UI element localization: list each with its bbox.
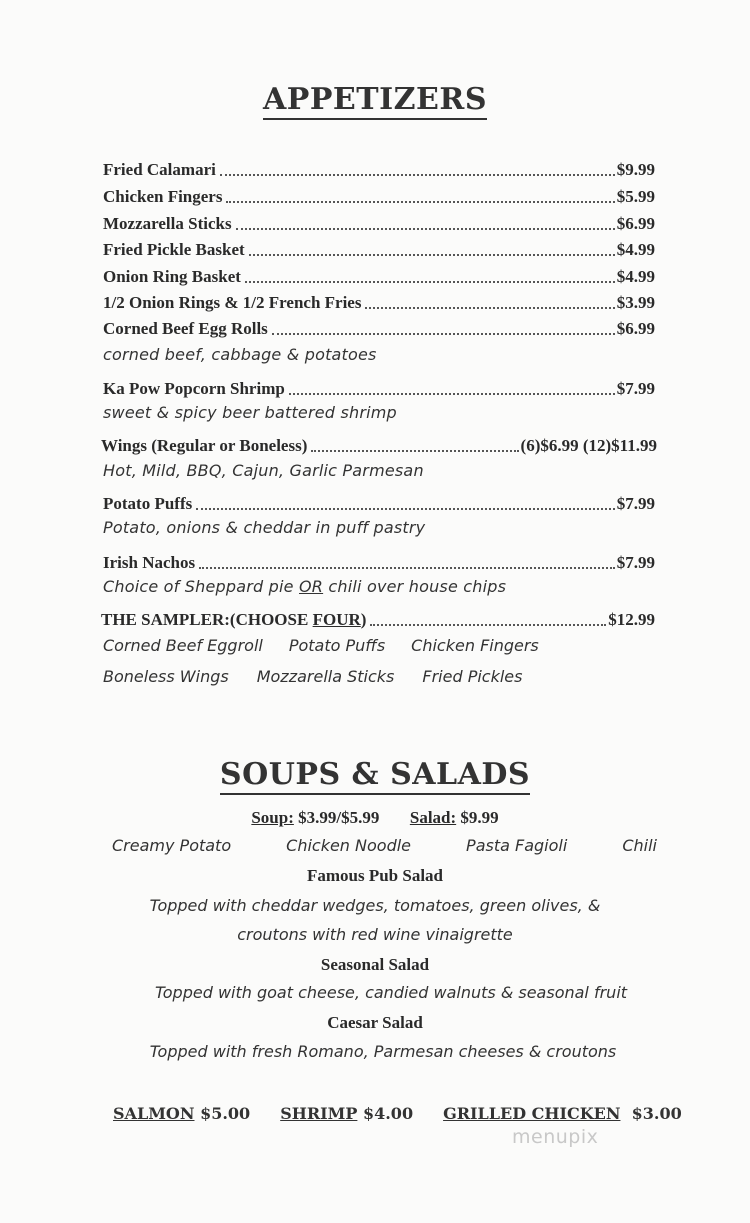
menu-item-row bbox=[103, 236, 655, 260]
sampler-choice: Chicken Fingers bbox=[411, 636, 539, 655]
sampler-choice: Fried Pickles bbox=[422, 667, 523, 686]
item-price: $3.99 bbox=[616, 293, 655, 312]
item-name: Chicken Fingers bbox=[103, 187, 223, 206]
sampler-name-text: ) bbox=[360, 610, 367, 629]
soup-salad-prices bbox=[0, 808, 750, 828]
sampler-row bbox=[101, 606, 655, 630]
item-name: 1/2 Onion Rings & 1/2 French Fries bbox=[103, 293, 362, 312]
salad-addons bbox=[113, 1104, 682, 1123]
menu-item-row bbox=[103, 263, 655, 287]
dot-leader bbox=[249, 253, 615, 256]
sampler-choice: Potato Puffs bbox=[288, 636, 386, 655]
salad-description: Topped with cheddar wedges, tomatoes, green olives, & bbox=[149, 896, 601, 915]
menu-item-row bbox=[103, 210, 655, 234]
soups-salads-heading bbox=[0, 757, 750, 792]
menu-item-row bbox=[103, 289, 655, 313]
dot-leader bbox=[196, 507, 615, 510]
item-price: $7.99 bbox=[616, 379, 655, 398]
menu-item-row bbox=[103, 375, 655, 399]
addon-price: $3.00 bbox=[631, 1104, 682, 1123]
sampler-choices-row bbox=[103, 636, 539, 655]
salad-name: Seasonal Salad bbox=[320, 955, 430, 974]
addon-salmon bbox=[113, 1104, 250, 1123]
soups-salads-heading-text: SOUPS & SALADS bbox=[220, 757, 530, 795]
watermark: menupix bbox=[512, 1126, 599, 1148]
item-description: Potato, onions & cheddar in puff pastry bbox=[103, 518, 426, 537]
salad-name: Caesar Salad bbox=[327, 1013, 423, 1032]
dot-leader bbox=[289, 392, 615, 395]
item-price: $9.99 bbox=[616, 160, 655, 179]
item-price: $6.99 bbox=[616, 319, 655, 338]
dot-leader bbox=[365, 306, 614, 309]
addon-grilled-chicken bbox=[443, 1104, 682, 1123]
salad-description: Topped with fresh Romano, Parmesan cheeses & croutons bbox=[149, 1042, 617, 1061]
item-price: $6.99 bbox=[616, 214, 655, 233]
sampler-price: $12.99 bbox=[608, 610, 655, 629]
desc-text: Choice of Sheppard pie bbox=[103, 577, 299, 596]
salad-label: Salad: bbox=[409, 808, 457, 827]
sampler-name bbox=[101, 610, 366, 630]
soup-label: Soup: bbox=[251, 808, 294, 827]
salad-name: Famous Pub Salad bbox=[306, 866, 444, 885]
appetizers-heading bbox=[0, 82, 750, 117]
dot-leader bbox=[226, 200, 614, 203]
addon-label: GRILLED CHICKEN bbox=[443, 1104, 621, 1123]
soup-option: Chicken Noodle bbox=[286, 836, 412, 855]
soup-option: Chili bbox=[622, 836, 657, 855]
menu-item-row bbox=[101, 432, 657, 456]
salad-description: croutons with red wine vinaigrette bbox=[237, 925, 513, 944]
appetizers-heading-text: APPETIZERS bbox=[263, 82, 487, 120]
dot-leader bbox=[245, 280, 615, 283]
item-name: Fried Calamari bbox=[103, 160, 216, 179]
soup-option: Creamy Potato bbox=[112, 836, 232, 855]
soup-option: Pasta Fagioli bbox=[466, 836, 568, 855]
item-name: Potato Puffs bbox=[103, 494, 193, 513]
soup-price: $3.99/$5.99 bbox=[298, 808, 380, 827]
desc-text: chili over house chips bbox=[323, 577, 507, 596]
item-price: (6)$6.99 (12)$11.99 bbox=[520, 436, 657, 455]
dot-leader bbox=[236, 227, 615, 230]
addon-price: $5.00 bbox=[200, 1104, 251, 1123]
dot-leader bbox=[199, 566, 615, 569]
menu-item-row bbox=[103, 183, 655, 207]
sampler-choice: Boneless Wings bbox=[103, 667, 229, 686]
addon-price: $4.00 bbox=[362, 1104, 414, 1123]
sampler-name-emphasis: FOUR bbox=[312, 610, 361, 629]
soup-options bbox=[112, 836, 657, 855]
item-description: sweet & spicy beer battered shrimp bbox=[103, 403, 397, 422]
dot-leader bbox=[220, 173, 615, 176]
menu-item-row bbox=[103, 490, 655, 514]
item-name: Corned Beef Egg Rolls bbox=[103, 319, 268, 338]
item-name: Wings (Regular or Boneless) bbox=[101, 436, 308, 455]
item-price: $4.99 bbox=[616, 240, 655, 259]
item-name: Irish Nachos bbox=[103, 553, 196, 572]
addon-label: SALMON bbox=[113, 1104, 195, 1123]
item-description bbox=[103, 577, 506, 596]
salad-price: $9.99 bbox=[460, 808, 499, 827]
sampler-choice: Mozzarella Sticks bbox=[256, 667, 395, 686]
dot-leader bbox=[370, 623, 606, 626]
sampler-name-text: THE SAMPLER:(CHOOSE bbox=[101, 610, 313, 629]
item-description: corned beef, cabbage & potatoes bbox=[103, 345, 377, 364]
salad-description: Topped with goat cheese, candied walnuts & seasonal fruit bbox=[154, 983, 628, 1002]
item-name: Onion Ring Basket bbox=[103, 267, 241, 286]
dot-leader bbox=[272, 332, 615, 335]
item-name: Fried Pickle Basket bbox=[103, 240, 245, 259]
sampler-choices-row bbox=[103, 667, 522, 686]
item-name: Ka Pow Popcorn Shrimp bbox=[103, 379, 285, 398]
addon-shrimp bbox=[280, 1104, 413, 1123]
item-price: $7.99 bbox=[616, 494, 655, 513]
item-description: Hot, Mild, BBQ, Cajun, Garlic Parmesan bbox=[103, 461, 424, 480]
menu-item-row bbox=[103, 156, 655, 180]
item-price: $7.99 bbox=[616, 553, 655, 572]
desc-emphasis: OR bbox=[299, 577, 324, 596]
menu-item-row bbox=[103, 315, 655, 339]
item-price: $5.99 bbox=[616, 187, 655, 206]
item-name: Mozzarella Sticks bbox=[103, 214, 232, 233]
item-price: $4.99 bbox=[616, 267, 655, 286]
dot-leader bbox=[311, 449, 518, 452]
sampler-choice: Corned Beef Eggroll bbox=[103, 636, 263, 655]
menu-item-row bbox=[103, 549, 655, 573]
addon-label: SHRIMP bbox=[280, 1104, 358, 1123]
